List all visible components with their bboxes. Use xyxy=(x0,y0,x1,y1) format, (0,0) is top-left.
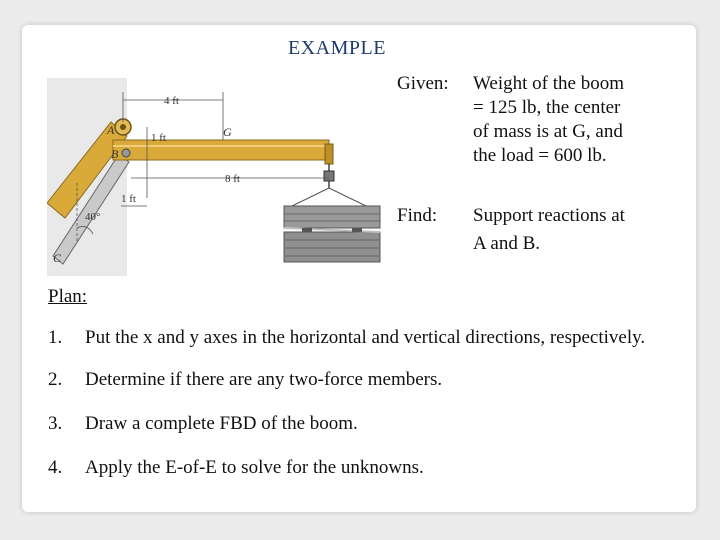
find-line: Support reactions at xyxy=(473,205,625,226)
step-text: Put the x and y axes in the horizontal and vertical directions, respectively. xyxy=(85,327,646,348)
load-stack xyxy=(284,206,380,262)
given-label: Given: xyxy=(397,73,449,94)
step-text: Draw a complete FBD of the boom. xyxy=(85,413,358,434)
find-line: A and B. xyxy=(473,233,541,254)
given-line: the load = 600 lb. xyxy=(473,145,607,166)
plan-step xyxy=(48,325,688,351)
step-number: 1. xyxy=(48,327,63,348)
dim-label-4ft: 4 ft xyxy=(164,95,179,107)
slide-title: EXAMPLE xyxy=(288,37,386,59)
find-label: Find: xyxy=(397,205,438,226)
dim-label-8ft: 8 ft xyxy=(225,173,240,185)
step-number: 4. xyxy=(48,457,63,478)
plan-step xyxy=(48,411,688,437)
find-block xyxy=(397,202,673,258)
angle-label: 40° xyxy=(85,211,101,223)
given-line: Weight of the boom xyxy=(473,73,624,94)
step-number: 3. xyxy=(48,413,63,434)
given-line: of mass is at G, and xyxy=(473,121,623,142)
step-text: Apply the E-of-E to solve for the unknowns. xyxy=(85,457,424,478)
given-block xyxy=(397,72,673,168)
point-c-label: C xyxy=(53,251,62,265)
hook xyxy=(324,171,334,181)
plan-steps xyxy=(48,325,688,481)
boom-figure xyxy=(47,78,385,276)
given-line: = 125 lb, the center xyxy=(473,97,621,118)
pin-b xyxy=(122,149,130,157)
point-g-label: G xyxy=(223,125,232,139)
plan-heading: Plan: xyxy=(48,286,88,307)
dim-label-1ft-a: 1 ft xyxy=(151,132,166,144)
point-b-label: B xyxy=(111,147,119,161)
step-number: 2. xyxy=(48,369,63,390)
dim-label-1ft-b: 1 ft xyxy=(121,193,136,205)
plan-step xyxy=(48,367,688,393)
boom-diagram xyxy=(47,78,385,276)
step-text: Determine if there are any two-force members. xyxy=(85,369,443,390)
boom xyxy=(113,140,329,160)
plan-step xyxy=(48,455,688,481)
point-a-label: A xyxy=(107,123,115,137)
